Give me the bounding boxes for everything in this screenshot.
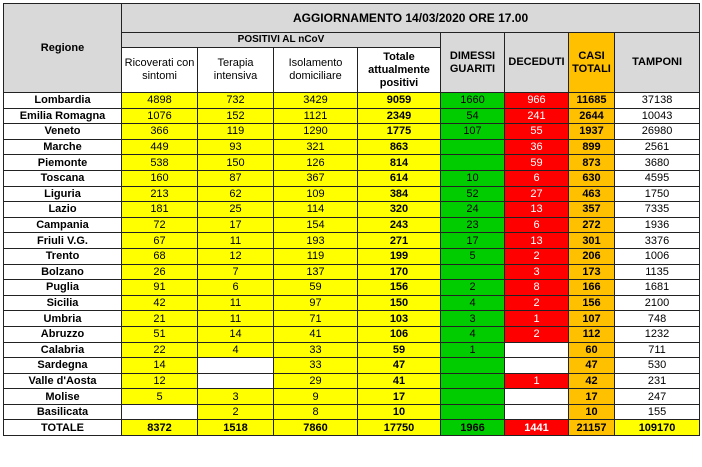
cell-isolamento: 9 [274, 389, 358, 405]
cell-terapia: 11 [198, 233, 274, 249]
cell-regione: Veneto [4, 124, 122, 140]
cell-dimessi: 4 [441, 295, 505, 311]
cell-ricoverati: 26 [122, 264, 198, 280]
cell-regione: Toscana [4, 170, 122, 186]
cell-totale-positivi: 47 [358, 358, 441, 374]
cell-terapia: 3 [198, 389, 274, 405]
cell-ricoverati: 160 [122, 170, 198, 186]
cell-deceduti [505, 404, 569, 420]
cell-deceduti: 2 [505, 248, 569, 264]
cell-deceduti [505, 342, 569, 358]
cell-dimessi: 1660 [441, 93, 505, 109]
cell-regione: Umbria [4, 311, 122, 327]
cell-casi-totali: 156 [569, 295, 615, 311]
cell-tamponi: 530 [615, 358, 700, 374]
cell-deceduti: 55 [505, 124, 569, 140]
cell-regione: Basilicata [4, 404, 122, 420]
cell-casi-totali: 630 [569, 170, 615, 186]
cell-terapia: 11 [198, 311, 274, 327]
cell-terapia: 17 [198, 217, 274, 233]
header-regione: Regione [4, 4, 122, 93]
table-row [4, 202, 700, 218]
cell-dimessi [441, 404, 505, 420]
cell-casi-totali: 173 [569, 264, 615, 280]
cell-dimessi: 17 [441, 233, 505, 249]
cell-isolamento: 71 [274, 311, 358, 327]
cell-isolamento: 7860 [274, 420, 358, 436]
cell-regione: Valle d'Aosta [4, 373, 122, 389]
cell-ricoverati: 8372 [122, 420, 198, 436]
table-row [4, 108, 700, 124]
cell-deceduti: 6 [505, 170, 569, 186]
cell-casi-totali: 873 [569, 155, 615, 171]
report-title: AGGIORNAMENTO 14/03/2020 ORE 17.00 [122, 4, 700, 33]
cell-deceduti: 13 [505, 202, 569, 218]
cell-casi-totali: 206 [569, 248, 615, 264]
cell-casi-totali: 357 [569, 202, 615, 218]
cell-dimessi: 3 [441, 311, 505, 327]
cell-totale-positivi: 10 [358, 404, 441, 420]
table-row [4, 186, 700, 202]
cell-terapia: 152 [198, 108, 274, 124]
cell-deceduti: 13 [505, 233, 569, 249]
cell-terapia [198, 373, 274, 389]
cell-deceduti: 1441 [505, 420, 569, 436]
cell-regione: Sicilia [4, 295, 122, 311]
cell-regione: Liguria [4, 186, 122, 202]
cell-terapia: 732 [198, 93, 274, 109]
cell-isolamento: 137 [274, 264, 358, 280]
cell-terapia: 4 [198, 342, 274, 358]
cell-casi-totali: 166 [569, 280, 615, 296]
cell-deceduti: 241 [505, 108, 569, 124]
cell-tamponi: 26980 [615, 124, 700, 140]
cell-totale-positivi: 59 [358, 342, 441, 358]
cell-totale-positivi: 150 [358, 295, 441, 311]
cell-isolamento: 29 [274, 373, 358, 389]
cell-casi-totali: 2644 [569, 108, 615, 124]
covid-report-table-container [3, 3, 700, 436]
cell-ricoverati: 67 [122, 233, 198, 249]
cell-totale-positivi: 320 [358, 202, 441, 218]
cell-regione: Abruzzo [4, 326, 122, 342]
cell-ricoverati: 449 [122, 139, 198, 155]
cell-deceduti [505, 358, 569, 374]
cell-casi-totali: 899 [569, 139, 615, 155]
cell-ricoverati: 213 [122, 186, 198, 202]
cell-casi-totali: 301 [569, 233, 615, 249]
cell-isolamento: 109 [274, 186, 358, 202]
cell-tamponi: 10043 [615, 108, 700, 124]
cell-totale-positivi: 41 [358, 373, 441, 389]
cell-dimessi [441, 389, 505, 405]
cell-terapia: 62 [198, 186, 274, 202]
cell-ricoverati: 22 [122, 342, 198, 358]
table-row [4, 326, 700, 342]
cell-deceduti: 59 [505, 155, 569, 171]
cell-deceduti: 2 [505, 326, 569, 342]
cell-regione: Puglia [4, 280, 122, 296]
cell-tamponi: 37138 [615, 93, 700, 109]
cell-tamponi: 748 [615, 311, 700, 327]
cell-regione: Emilia Romagna [4, 108, 122, 124]
cell-ricoverati [122, 404, 198, 420]
cell-terapia: 119 [198, 124, 274, 140]
cell-ricoverati: 4898 [122, 93, 198, 109]
cell-tamponi: 247 [615, 389, 700, 405]
cell-terapia: 14 [198, 326, 274, 342]
cell-ricoverati: 5 [122, 389, 198, 405]
cell-casi-totali: 1937 [569, 124, 615, 140]
cell-ricoverati: 51 [122, 326, 198, 342]
cell-ricoverati: 42 [122, 295, 198, 311]
cell-tamponi: 1681 [615, 280, 700, 296]
cell-casi-totali: 60 [569, 342, 615, 358]
cell-ricoverati: 14 [122, 358, 198, 374]
table-row [4, 311, 700, 327]
cell-tamponi: 1936 [615, 217, 700, 233]
table-row [4, 264, 700, 280]
cell-totale-positivi: 1775 [358, 124, 441, 140]
cell-dimessi: 52 [441, 186, 505, 202]
cell-deceduti: 27 [505, 186, 569, 202]
cell-totale-positivi: 17750 [358, 420, 441, 436]
cell-isolamento: 97 [274, 295, 358, 311]
cell-deceduti: 6 [505, 217, 569, 233]
cell-terapia: 87 [198, 170, 274, 186]
cell-ricoverati: 1076 [122, 108, 198, 124]
cell-tamponi: 1232 [615, 326, 700, 342]
cell-terapia: 11 [198, 295, 274, 311]
cell-casi-totali: 42 [569, 373, 615, 389]
cell-tamponi: 231 [615, 373, 700, 389]
cell-tamponi: 2561 [615, 139, 700, 155]
cell-dimessi: 107 [441, 124, 505, 140]
cell-casi-totali: 10 [569, 404, 615, 420]
cell-isolamento: 154 [274, 217, 358, 233]
cell-casi-totali: 112 [569, 326, 615, 342]
cell-tamponi: 1135 [615, 264, 700, 280]
header-totale-positivi: Totale attualmente positivi [358, 48, 441, 93]
cell-terapia [198, 358, 274, 374]
cell-dimessi: 1966 [441, 420, 505, 436]
table-row [4, 358, 700, 374]
cell-isolamento: 119 [274, 248, 358, 264]
cell-dimessi: 1 [441, 342, 505, 358]
cell-isolamento: 126 [274, 155, 358, 171]
cell-isolamento: 321 [274, 139, 358, 155]
cell-casi-totali: 17 [569, 389, 615, 405]
cell-regione: Trento [4, 248, 122, 264]
cell-isolamento: 33 [274, 358, 358, 374]
header-isolamento: Isolamento domiciliare [274, 48, 358, 93]
cell-isolamento: 3429 [274, 93, 358, 109]
cell-isolamento: 33 [274, 342, 358, 358]
cell-tamponi: 7335 [615, 202, 700, 218]
table-row [4, 155, 700, 171]
cell-terapia: 25 [198, 202, 274, 218]
cell-casi-totali: 107 [569, 311, 615, 327]
cell-tamponi: 4595 [615, 170, 700, 186]
cell-dimessi: 5 [441, 248, 505, 264]
cell-regione: TOTALE [4, 420, 122, 436]
cell-casi-totali: 47 [569, 358, 615, 374]
cell-regione: Piemonte [4, 155, 122, 171]
cell-isolamento: 1290 [274, 124, 358, 140]
cell-terapia: 7 [198, 264, 274, 280]
cell-dimessi: 23 [441, 217, 505, 233]
cell-regione: Molise [4, 389, 122, 405]
cell-deceduti [505, 389, 569, 405]
cell-totale-positivi: 271 [358, 233, 441, 249]
table-row [4, 342, 700, 358]
table-row [4, 139, 700, 155]
table-row [4, 170, 700, 186]
cell-dimessi [441, 264, 505, 280]
table-total-row [4, 420, 700, 436]
cell-regione: Friuli V.G. [4, 233, 122, 249]
cell-casi-totali: 11685 [569, 93, 615, 109]
cell-isolamento: 367 [274, 170, 358, 186]
cell-isolamento: 8 [274, 404, 358, 420]
header-ricoverati: Ricoverati con sintomi [122, 48, 198, 93]
header-casi-totali: CASI TOTALI [569, 33, 615, 93]
table-body [4, 93, 700, 436]
cell-dimessi: 2 [441, 280, 505, 296]
cell-isolamento: 114 [274, 202, 358, 218]
table-row [4, 248, 700, 264]
header-positivi-group: POSITIVI AL nCoV [122, 33, 441, 48]
cell-deceduti: 1 [505, 311, 569, 327]
table-row [4, 233, 700, 249]
table-row [4, 404, 700, 420]
cell-tamponi: 2100 [615, 295, 700, 311]
cell-tamponi: 3376 [615, 233, 700, 249]
header-tamponi: TAMPONI [615, 33, 700, 93]
cell-ricoverati: 68 [122, 248, 198, 264]
cell-casi-totali: 272 [569, 217, 615, 233]
cell-totale-positivi: 103 [358, 311, 441, 327]
cell-isolamento: 193 [274, 233, 358, 249]
cell-dimessi [441, 139, 505, 155]
cell-totale-positivi: 614 [358, 170, 441, 186]
cell-totale-positivi: 156 [358, 280, 441, 296]
table-header [4, 4, 700, 93]
cell-dimessi: 10 [441, 170, 505, 186]
header-dimessi: DIMESSI GUARITI [441, 33, 505, 93]
table-row [4, 217, 700, 233]
cell-casi-totali: 463 [569, 186, 615, 202]
cell-dimessi: 54 [441, 108, 505, 124]
cell-regione: Lombardia [4, 93, 122, 109]
cell-totale-positivi: 9059 [358, 93, 441, 109]
cell-regione: Bolzano [4, 264, 122, 280]
cell-dimessi [441, 358, 505, 374]
cell-ricoverati: 21 [122, 311, 198, 327]
cell-ricoverati: 12 [122, 373, 198, 389]
cell-terapia: 1518 [198, 420, 274, 436]
header-deceduti: DECEDUTI [505, 33, 569, 93]
cell-totale-positivi: 243 [358, 217, 441, 233]
cell-tamponi: 3680 [615, 155, 700, 171]
cell-terapia: 6 [198, 280, 274, 296]
cell-tamponi: 155 [615, 404, 700, 420]
cell-casi-totali: 21157 [569, 420, 615, 436]
covid-report-table [3, 3, 700, 436]
cell-totale-positivi: 170 [358, 264, 441, 280]
table-row [4, 124, 700, 140]
cell-totale-positivi: 199 [358, 248, 441, 264]
cell-regione: Sardegna [4, 358, 122, 374]
cell-terapia: 93 [198, 139, 274, 155]
cell-terapia: 12 [198, 248, 274, 264]
cell-deceduti: 8 [505, 280, 569, 296]
table-row [4, 295, 700, 311]
cell-totale-positivi: 106 [358, 326, 441, 342]
cell-deceduti: 3 [505, 264, 569, 280]
cell-totale-positivi: 17 [358, 389, 441, 405]
cell-regione: Campania [4, 217, 122, 233]
cell-totale-positivi: 814 [358, 155, 441, 171]
cell-ricoverati: 181 [122, 202, 198, 218]
cell-tamponi: 1750 [615, 186, 700, 202]
cell-ricoverati: 366 [122, 124, 198, 140]
cell-deceduti: 2 [505, 295, 569, 311]
cell-isolamento: 1121 [274, 108, 358, 124]
table-row [4, 93, 700, 109]
cell-isolamento: 59 [274, 280, 358, 296]
table-row [4, 280, 700, 296]
cell-tamponi: 711 [615, 342, 700, 358]
cell-dimessi: 4 [441, 326, 505, 342]
cell-deceduti: 36 [505, 139, 569, 155]
cell-isolamento: 41 [274, 326, 358, 342]
cell-tamponi: 1006 [615, 248, 700, 264]
header-terapia: Terapia intensiva [198, 48, 274, 93]
table-row [4, 389, 700, 405]
cell-regione: Calabria [4, 342, 122, 358]
cell-dimessi: 24 [441, 202, 505, 218]
cell-tamponi: 109170 [615, 420, 700, 436]
cell-deceduti: 1 [505, 373, 569, 389]
cell-terapia: 150 [198, 155, 274, 171]
cell-dimessi [441, 155, 505, 171]
cell-dimessi [441, 373, 505, 389]
cell-terapia: 2 [198, 404, 274, 420]
cell-totale-positivi: 863 [358, 139, 441, 155]
cell-totale-positivi: 384 [358, 186, 441, 202]
table-row [4, 373, 700, 389]
cell-totale-positivi: 2349 [358, 108, 441, 124]
cell-regione: Lazio [4, 202, 122, 218]
cell-ricoverati: 72 [122, 217, 198, 233]
cell-regione: Marche [4, 139, 122, 155]
cell-ricoverati: 538 [122, 155, 198, 171]
cell-deceduti: 966 [505, 93, 569, 109]
cell-ricoverati: 91 [122, 280, 198, 296]
